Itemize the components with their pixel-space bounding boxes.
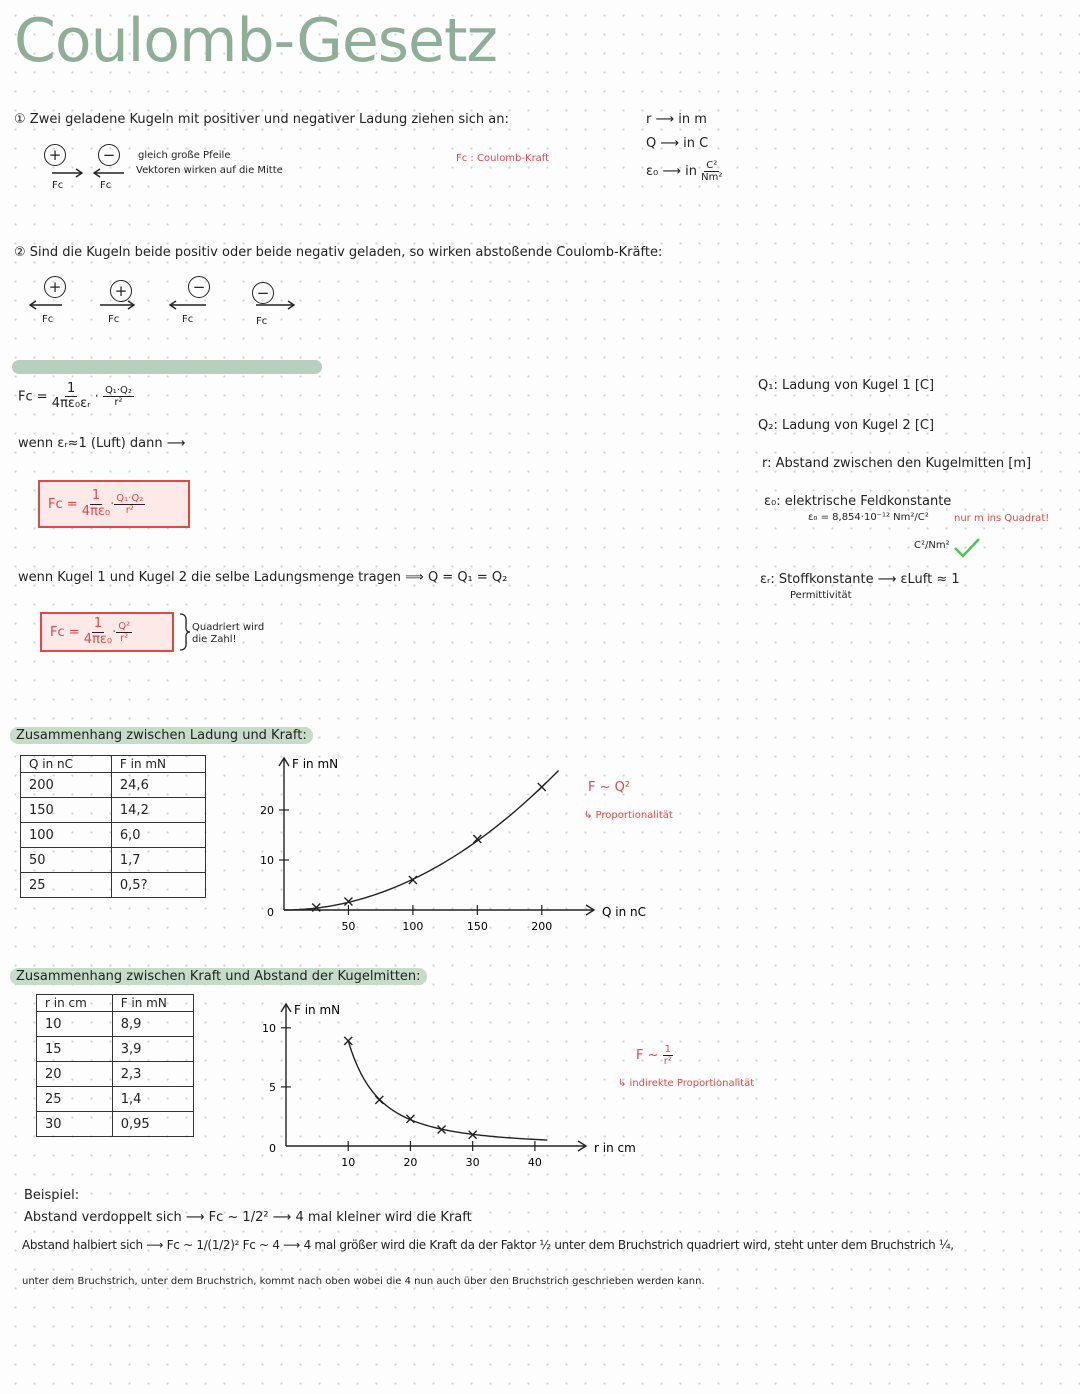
x-tick-label: 200 (531, 920, 553, 933)
example-heading: Beispiel: (24, 1188, 80, 1203)
positive-charge-icon: + (44, 144, 66, 166)
brace-icon (178, 612, 192, 652)
x-tick-label: 10 (341, 1156, 356, 1169)
table-row (21, 798, 206, 823)
negative-charge-icon: − (98, 144, 120, 166)
table-cell: 2,3 (112, 1062, 193, 1087)
table1-heading: Zusammenhang zwischen Ladung und Kraft: (10, 727, 313, 744)
relation2: F ~ $\frac{1}{\text{r²}}$ (636, 1044, 672, 1067)
table-row (21, 823, 206, 848)
x-tick-label: 100 (402, 920, 424, 933)
force-label: Fc (256, 316, 268, 327)
table-cell: 200 (21, 773, 112, 798)
y-tick-label: 20 (260, 804, 274, 817)
relation2-sub: ↳ indirekte Proportionalität (618, 1078, 755, 1089)
table-cell: 8,9 (112, 1012, 193, 1037)
relation1-sub: ↳ Proportionalität (584, 810, 673, 821)
legend-e0-value: ε₀ = 8,854·10⁻¹² Nm²/C² (808, 512, 929, 523)
table-cell: 6,0 (111, 823, 205, 848)
example-line3: unter dem Bruchstrich, unter dem Bruchstrich, kommt nach oben wobei die 4 nun auch über den Bruchstrich geschrieben werden kann. (22, 1276, 705, 1287)
table-cell: 24,6 (111, 773, 205, 798)
formula-same-charge-box: Fc = $\frac{1}{\text{4πε₀}}$ · $\frac{\text{Q²}}{\text{r²}}$ (40, 612, 174, 652)
legend-q2: Q₂: Ladung von Kugel 2 [C] (758, 418, 935, 433)
unit-q: Q ⟶ in C (646, 136, 709, 151)
charge-force-table (20, 755, 206, 898)
table-cell: 20 (37, 1062, 113, 1087)
coulomb-formula: Fc = $\frac{1}{\text{4πε₀εᵣ}}$ · $\frac{\text{Q₁·Q₂}}{\text{r²}}$ (18, 381, 132, 412)
table2-heading: Zusammenhang zwischen Kraft und Abstand der Kugelmitten: (10, 968, 427, 985)
force-label: Fc (52, 180, 64, 191)
table-row (21, 773, 206, 798)
x-tick-label: 20 (403, 1156, 418, 1169)
table-header: r in cm (37, 995, 113, 1012)
table-header: F in mN (111, 756, 205, 773)
y-tick-label: 0 (267, 906, 274, 919)
section2-heading: ② Sind die Kugeln beide positiv oder beide negativ geladen, so wirken abstoßende Coulomb-Kräfte: (14, 245, 663, 260)
table-cell: 100 (21, 823, 112, 848)
table-cell: 0,95 (112, 1112, 193, 1137)
table-cell: 25 (21, 873, 112, 898)
legend-e0: ε₀: elektrische Feldkonstante (764, 494, 952, 509)
same-charge-line: wenn Kugel 1 und Kugel 2 die selbe Ladungsmenge tragen ⟹ Q = Q₁ = Q₂ (18, 570, 508, 585)
positive-charge-icon: + (44, 276, 66, 298)
legend-r: r: Abstand zwischen den Kugelmitten [m] (762, 456, 1032, 471)
distance-force-table (36, 994, 194, 1137)
force-label: Fc (42, 314, 54, 325)
air-condition: wenn εᵣ≈1 (Luft) dann ⟶ (18, 436, 186, 451)
squared-note-1: Quadriert wird (192, 622, 265, 633)
arrow-note-line2: Vektoren wirken auf die Mitte (136, 165, 283, 176)
table-cell: 150 (21, 798, 112, 823)
check-icon (952, 536, 982, 560)
repulsion-arrows (26, 298, 306, 312)
formula-air-box: Fc = $\frac{1}{\text{4πε₀}}$ · $\frac{\text{Q₁·Q₂}}{\text{r²}}$ (38, 480, 190, 528)
unit-e0: ε₀ ⟶ in $\frac{\text{C²}}{\text{Nm²}}$ (646, 160, 723, 183)
page-title: Coulomb-Gesetz (14, 6, 497, 76)
squared-note-2: die Zahl! (192, 634, 237, 645)
force-label: Fc (182, 314, 194, 325)
example-line2: Abstand halbiert sich ⟶ Fc ~ 1/(1/2)² Fc ~ 4 ⟶ 4 mal größer wird die Kraft da der Faktor ½ unter dem Bruchstrich quadriert wird, steht unter dem Bruchstrich ¼, (22, 1238, 954, 1252)
positive-charge-icon: + (110, 280, 132, 302)
y-tick-label: 10 (260, 854, 274, 867)
data-point (344, 1037, 352, 1045)
table-row (37, 1112, 194, 1137)
x-tick-label: 50 (341, 920, 356, 933)
legend-q1: Q₁: Ladung von Kugel 1 [C] (758, 378, 935, 393)
table-row (37, 1087, 194, 1112)
y-tick-label: 10 (262, 1021, 276, 1035)
table-cell: 50 (21, 848, 112, 873)
data-point (375, 1096, 383, 1104)
attraction-arrows (40, 166, 130, 180)
table-header: F in mN (112, 995, 193, 1012)
legend-e0-note: nur m ins Quadrat! (954, 513, 1050, 524)
table-row (37, 1012, 194, 1037)
y-axis-label: F in mN (292, 757, 339, 771)
table-row (37, 1037, 194, 1062)
relation1: F ~ Q² (588, 780, 631, 795)
negative-charge-icon: − (252, 282, 274, 304)
x-axis-label: r in cm (594, 1141, 636, 1155)
coulomb-force-note: Fc : Coulomb-Kraft (456, 153, 550, 164)
y-tick-label: 5 (269, 1080, 276, 1094)
x-tick-label: 150 (466, 920, 488, 933)
fit-curve (284, 770, 559, 910)
fit-curve (348, 1041, 547, 1140)
legend-er2: Permittivität (790, 590, 852, 601)
x-axis-label: Q in nC (602, 905, 646, 919)
table-row (21, 873, 206, 898)
table-cell: 3,9 (112, 1037, 193, 1062)
arrow-note-line1: gleich große Pfeile (138, 150, 231, 161)
table-cell: 14,2 (111, 798, 205, 823)
legend-er: εᵣ: Stoffkonstante ⟶ εLuft ≈ 1 (760, 572, 960, 587)
x-tick-label: 30 (465, 1156, 480, 1169)
table-cell: 1,4 (112, 1087, 193, 1112)
table-cell: 15 (37, 1037, 113, 1062)
table-cell: 25 (37, 1087, 113, 1112)
force-label: Fc (100, 180, 112, 191)
legend-e0-fix: C²/Nm² (914, 540, 950, 551)
table-header: Q in nC (21, 756, 112, 773)
divider-highlight (12, 360, 322, 374)
table-cell: 0,5? (111, 873, 205, 898)
force-label: Fc (108, 314, 120, 325)
data-point (538, 783, 546, 791)
unit-r: r ⟶ in m (646, 112, 707, 127)
table-cell: 30 (37, 1112, 113, 1137)
chart-distance-force (240, 990, 636, 1176)
section1-heading: ① Zwei geladene Kugeln mit positiver und negativer Ladung ziehen sich an: (14, 112, 509, 127)
y-tick-label: 0 (269, 1142, 276, 1155)
example-line1: Abstand verdoppelt sich ⟶ Fc ~ 1/2² ⟶ 4 mal kleiner wird die Kraft (24, 1210, 472, 1225)
x-tick-label: 40 (527, 1156, 542, 1169)
table-cell: 1,7 (111, 848, 205, 873)
table-cell: 10 (37, 1012, 113, 1037)
y-axis-label: F in mN (294, 1003, 341, 1017)
table-row (21, 848, 206, 873)
negative-charge-icon: − (188, 276, 210, 298)
table-row (37, 1062, 194, 1087)
